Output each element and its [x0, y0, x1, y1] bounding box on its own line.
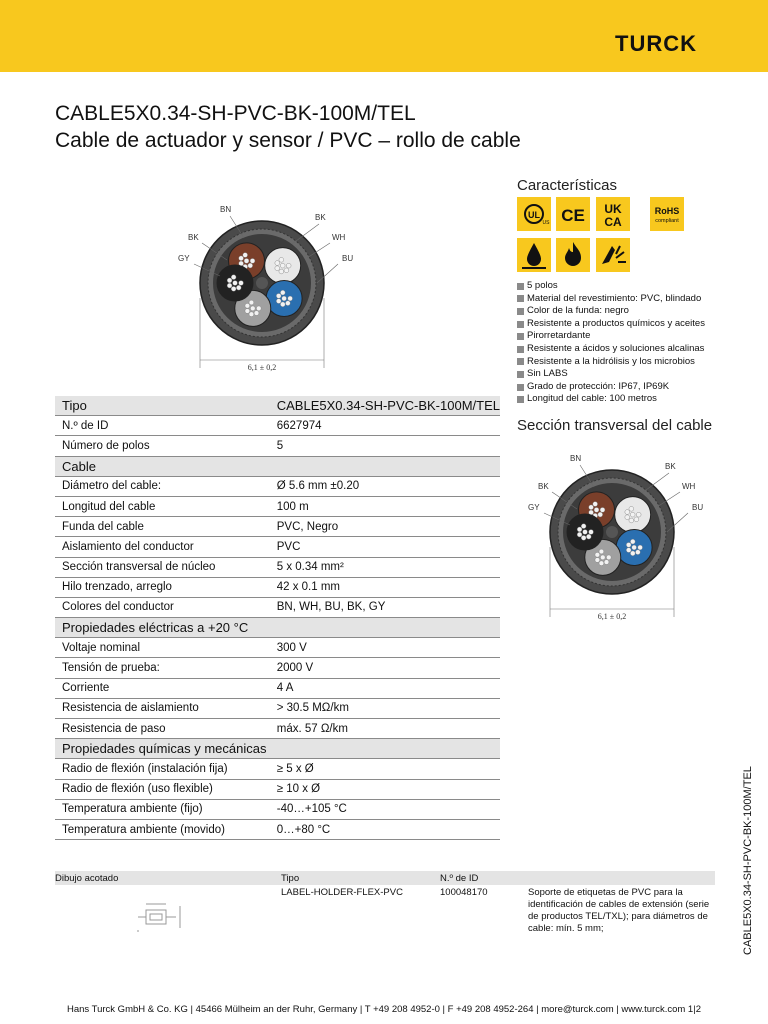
strand — [600, 507, 605, 512]
strand — [595, 552, 600, 557]
strand — [275, 261, 280, 266]
strand — [254, 311, 259, 316]
spec-value: 300 V — [270, 638, 500, 658]
spec-label: Diámetro del cable: — [55, 476, 270, 496]
spec-label: Voltaje nominal — [55, 638, 270, 658]
strand — [239, 281, 244, 286]
bullet-square-icon — [517, 295, 524, 302]
table-row — [55, 517, 500, 537]
table-row — [55, 799, 500, 819]
feature-text: Sin LABS — [527, 368, 568, 380]
ce-cert-icon — [556, 197, 590, 231]
spec-label: Propiedades eléctricas a +20 °C — [55, 618, 270, 638]
strand — [626, 548, 631, 553]
strand — [581, 535, 586, 540]
oil-resistant-icon — [517, 238, 551, 272]
bullet-square-icon — [517, 333, 524, 340]
table-row — [55, 537, 500, 557]
strand — [599, 549, 604, 554]
table-row — [55, 557, 500, 577]
strand — [577, 532, 582, 537]
strand — [239, 256, 244, 261]
strand — [638, 545, 643, 550]
spec-label: Tensión de prueba: — [55, 658, 270, 678]
spec-label: Temperatura ambiente (movido) — [55, 819, 270, 839]
logo-text: TURCK — [615, 32, 697, 54]
strand — [233, 281, 238, 286]
strand — [286, 263, 291, 268]
svg-text:RoHS: RoHS — [654, 206, 680, 216]
bullet-square-icon — [517, 283, 524, 290]
strand — [276, 299, 281, 304]
table-group-row — [55, 739, 500, 759]
feature-text: Resistente a ácidos y soluciones alcalinas — [527, 342, 705, 354]
spec-label: Funda del cable — [55, 517, 270, 537]
spec-label: Colores del conductor — [55, 597, 270, 617]
strand — [586, 534, 591, 539]
title-line-1: CABLE5X0.34-SH-PVC-BK-100M/TEL — [55, 102, 416, 125]
strand — [279, 257, 284, 262]
strand — [236, 285, 241, 290]
wire-label: GY — [528, 503, 540, 512]
strand — [630, 539, 635, 544]
strand — [280, 263, 285, 268]
feature-text: Longitud del cable: 100 metros — [527, 393, 657, 405]
spec-label: Radio de flexión (instalación fija) — [55, 759, 270, 779]
svg-text:CA: CA — [604, 215, 622, 229]
svg-text:UK: UK — [604, 202, 622, 216]
spec-value: ≥ 5 x Ø — [270, 759, 500, 779]
bullet-square-icon — [517, 346, 524, 353]
strand — [248, 263, 253, 268]
strand — [250, 258, 255, 263]
strand — [632, 545, 637, 550]
wire-label: BN — [570, 454, 582, 463]
strand — [606, 555, 611, 560]
bullet-square-icon — [517, 358, 524, 365]
feature-item — [517, 318, 705, 331]
acc-type: LABEL-HOLDER-FLEX-PVC — [281, 887, 403, 898]
core-center — [256, 277, 268, 289]
cross-section-heading: Sección transversal del cable — [517, 417, 713, 434]
table-row — [55, 476, 500, 496]
svg-text:UL: UL — [528, 210, 540, 220]
spec-label: Propiedades químicas y mecánicas — [55, 739, 270, 759]
acc-header-type: Tipo — [281, 873, 300, 884]
strand — [280, 290, 285, 295]
ul-cert-icon — [517, 197, 551, 231]
spec-label: Número de polos — [55, 436, 270, 456]
spec-value: > 30.5 MΩ/km — [270, 698, 500, 718]
spec-label: Tipo — [55, 396, 270, 416]
spec-value: PVC, Negro — [270, 517, 500, 537]
table-row — [55, 719, 500, 739]
spec-value: PVC — [270, 537, 500, 557]
feature-item — [517, 381, 705, 394]
bullet-square-icon — [517, 396, 524, 403]
strand — [231, 275, 236, 280]
wire-label: WH — [682, 482, 696, 491]
spec-value — [270, 739, 500, 759]
spec-value: 4 A — [270, 678, 500, 698]
svg-text:CE: CE — [561, 206, 585, 225]
footer: Hans Turck GmbH & Co. KG | 45466 Mülheim an der Ruhr, Germany | T +49 208 4952-0 | F +49 208 4952-264 | more@turck.com | www.turck.com 1|2 — [67, 1004, 701, 1015]
acc-header-id: N.º de ID — [440, 873, 479, 884]
acc-id: 100048170 — [440, 887, 488, 898]
feature-item — [517, 305, 705, 318]
bullet-square-icon — [517, 384, 524, 391]
strand — [577, 527, 582, 532]
wire-label: BK — [538, 482, 549, 491]
spec-label: Sección transversal de núcleo — [55, 557, 270, 577]
specification-table — [55, 396, 500, 840]
accessories-header — [55, 871, 715, 885]
strand — [630, 512, 635, 517]
strand — [625, 510, 630, 515]
rohs-cert-icon — [650, 197, 684, 231]
table-row — [55, 658, 500, 678]
acc-description: Soporte de etiquetas de PVC para la identificación de cables de extensión (serie de productos TEL/TXL); para diámetros de cable: mín. 5 mm; — [528, 887, 710, 934]
spec-value — [270, 618, 500, 638]
table-row — [55, 416, 500, 436]
bullet-square-icon — [517, 308, 524, 315]
wire-label: WH — [332, 233, 346, 242]
wire-label: BU — [342, 254, 354, 263]
dimension-label: 6,1 ± 0,2 — [247, 363, 277, 372]
core-center — [606, 526, 618, 538]
spec-value: 2000 V — [270, 658, 500, 678]
spec-label: N.º de ID — [55, 416, 270, 436]
strand — [594, 507, 599, 512]
strand — [231, 286, 236, 291]
strand — [279, 269, 284, 274]
spec-value: 42 x 0.1 mm — [270, 577, 500, 597]
spec-label: Corriente — [55, 678, 270, 698]
dimension-label: 6,1 ± 0,2 — [597, 612, 627, 621]
strand — [629, 518, 634, 523]
spec-value: CABLE5X0.34-SH-PVC-BK-100M/TEL — [270, 396, 500, 416]
strand — [244, 258, 249, 263]
table-group-row — [55, 396, 500, 416]
feature-item — [517, 356, 705, 369]
spec-value: 6627974 — [270, 416, 500, 436]
ukca-cert-icon — [596, 197, 630, 231]
table-row — [55, 638, 500, 658]
feature-item — [517, 293, 705, 306]
spec-value: máx. 57 Ω/km — [270, 719, 500, 739]
feature-text: Color de la funda: negro — [527, 305, 629, 317]
strand — [245, 303, 250, 308]
strand — [600, 555, 605, 560]
strand — [282, 296, 287, 301]
feature-item — [517, 368, 705, 381]
wire-label: GY — [178, 254, 190, 263]
spec-label: Radio de flexión (uso flexible) — [55, 779, 270, 799]
spec-value: 5 — [270, 436, 500, 456]
cable-cross-section-drawing — [172, 198, 372, 373]
strand — [625, 515, 630, 520]
wire-label: BK — [188, 233, 199, 242]
table-row — [55, 597, 500, 617]
label-holder-drawing — [136, 900, 192, 934]
strand — [249, 300, 254, 305]
spec-label: Aislamiento del conductor — [55, 537, 270, 557]
strand — [581, 524, 586, 529]
bullet-square-icon — [517, 321, 524, 328]
acc-header-drawing: Dibujo acotado — [55, 873, 119, 884]
strand — [593, 502, 598, 507]
wire-label: BK — [665, 462, 676, 471]
header-bar — [0, 0, 768, 72]
feature-text: 5 polos — [527, 280, 558, 291]
feature-text: Material del revestimiento: PVC, blindado — [527, 292, 702, 304]
features-list — [517, 280, 705, 406]
table-row — [55, 436, 500, 456]
spec-label: Temperatura ambiente (fijo) — [55, 799, 270, 819]
table-row — [55, 779, 500, 799]
feature-text: Resistente a productos químicos y aceites — [527, 317, 705, 329]
flame-retardant-icon — [556, 238, 590, 272]
strand — [285, 301, 290, 306]
strand — [227, 283, 232, 288]
svg-text:US: US — [542, 220, 550, 226]
bullet-square-icon — [517, 371, 524, 378]
feature-item — [517, 330, 705, 343]
strand — [598, 512, 603, 517]
feature-text: Resistente a la hidrólisis y los microbios — [527, 355, 695, 367]
spec-value: 0…+80 °C — [270, 819, 500, 839]
strand — [634, 517, 639, 522]
product-title — [55, 100, 521, 154]
strand — [589, 530, 594, 535]
strand — [245, 309, 250, 314]
strand — [604, 560, 609, 565]
side-product-code: CABLE5X0.34-SH-PVC-BK-100M/TEL — [742, 766, 754, 955]
strand — [589, 505, 594, 510]
spec-label: Resistencia de aislamiento — [55, 698, 270, 718]
table-row — [55, 819, 500, 839]
strand — [599, 561, 604, 566]
feature-item — [517, 393, 705, 406]
spec-value: BN, WH, BU, BK, GY — [270, 597, 500, 617]
strand — [626, 542, 631, 547]
features-heading: Características — [517, 177, 618, 194]
strand — [276, 293, 281, 298]
strand — [275, 266, 280, 271]
strand — [256, 306, 261, 311]
strand — [595, 558, 600, 563]
spec-value: ≥ 10 x Ø — [270, 779, 500, 799]
table-group-row — [55, 456, 500, 476]
feature-text: Grado de protección: IP67, IP69K — [527, 380, 670, 392]
strand — [227, 278, 232, 283]
table-group-row — [55, 618, 500, 638]
table-row — [55, 759, 500, 779]
strand — [629, 506, 634, 511]
table-row — [55, 577, 500, 597]
spec-label: Hilo trenzado, arreglo — [55, 577, 270, 597]
wire-label: BN — [220, 205, 232, 214]
strand — [635, 550, 640, 555]
spec-value: Ø 5.6 mm ±0.20 — [270, 476, 500, 496]
spec-label: Cable — [55, 456, 270, 476]
spec-value — [270, 456, 500, 476]
table-row — [55, 698, 500, 718]
strand — [284, 268, 289, 273]
strand — [243, 253, 248, 258]
spec-value: 100 m — [270, 496, 500, 516]
spec-value: 5 x 0.34 mm² — [270, 557, 500, 577]
strand — [249, 312, 254, 317]
strand — [250, 306, 255, 311]
table-row — [55, 678, 500, 698]
spec-label: Longitud del cable — [55, 496, 270, 516]
strand — [636, 512, 641, 517]
strand — [280, 302, 285, 307]
acid-resistant-icon — [596, 238, 630, 272]
strand — [288, 296, 293, 301]
wire-label: BU — [692, 503, 704, 512]
feature-item — [517, 280, 705, 293]
strand — [630, 551, 635, 556]
cable-cross-section-drawing-2 — [522, 447, 722, 632]
svg-text:compliant: compliant — [655, 218, 679, 224]
spec-label: Resistencia de paso — [55, 719, 270, 739]
table-row — [55, 496, 500, 516]
feature-item — [517, 343, 705, 356]
wire-label: BK — [315, 213, 326, 222]
turck-logo — [576, 32, 736, 54]
title-line-2: Cable de actuador y sensor / PVC – rollo de cable — [55, 129, 521, 152]
feature-text: Pirorretardante — [527, 330, 591, 342]
spec-value: -40…+105 °C — [270, 799, 500, 819]
strand — [583, 530, 588, 535]
